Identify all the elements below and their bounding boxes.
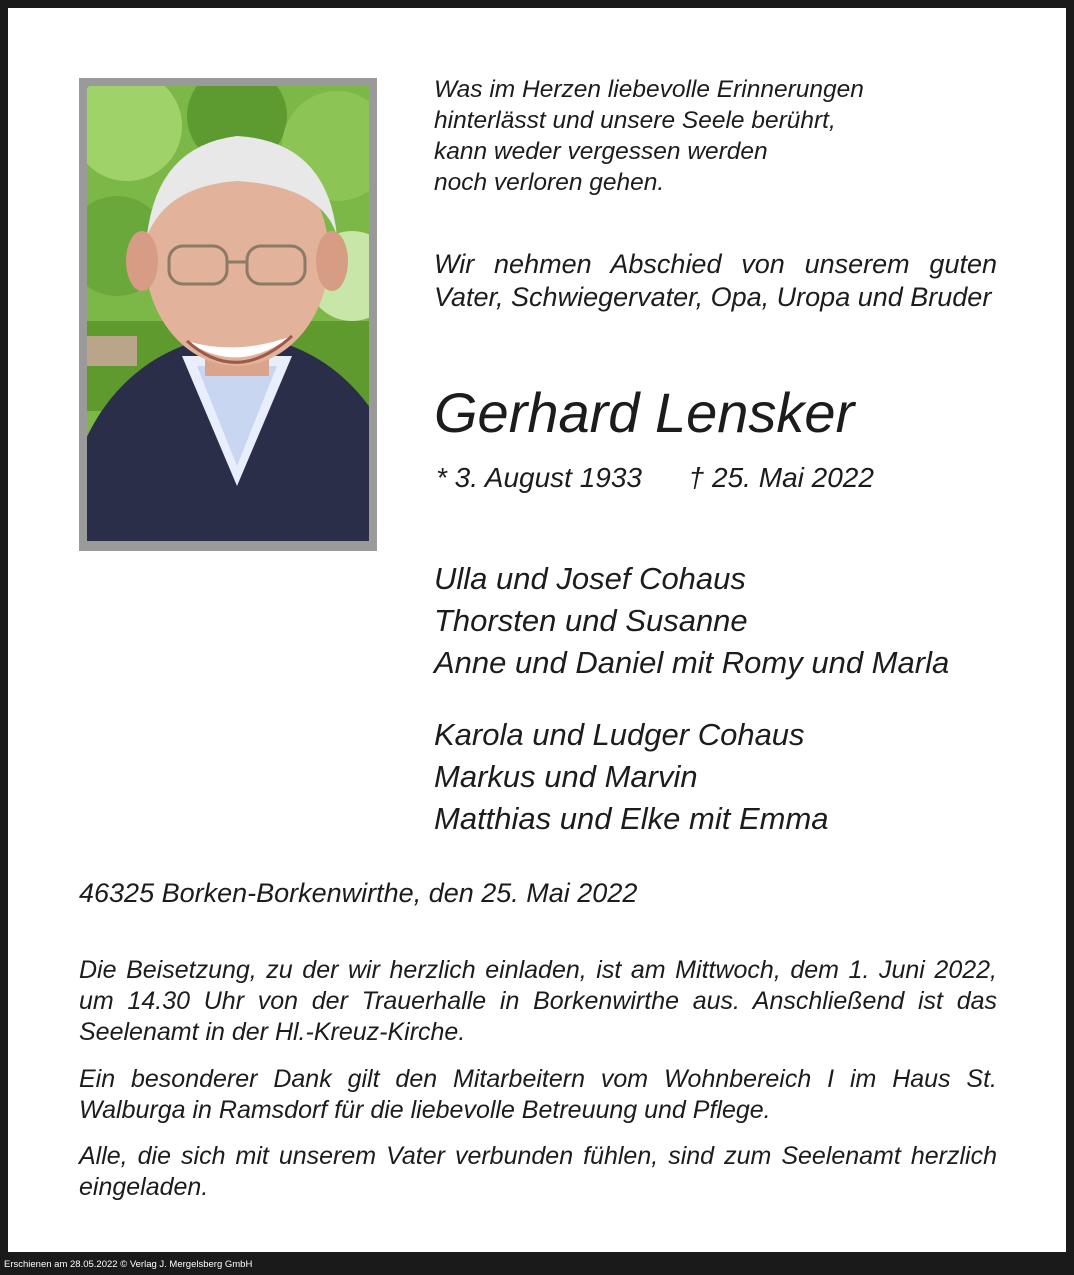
family-member: Thorsten und Susanne: [434, 603, 748, 638]
thanks-note: Ein besonderer Dank gilt den Mitarbeitern vom Wohnbereich I im Haus St. Walburga in Ramsdorf für die liebevolle Betreuung und Pflege.: [79, 1065, 997, 1124]
family-member: Matthias und Elke mit Emma: [434, 801, 829, 836]
portrait-photo-icon: [87, 86, 369, 541]
deceased-name: Gerhard Lensker: [434, 381, 855, 444]
poem-line: kann weder vergessen werden: [434, 138, 768, 165]
family-group: [434, 714, 829, 840]
family-member: Anne und Daniel mit Romy und Marla: [434, 645, 950, 680]
poem-line: Was im Herzen liebevolle Erinnerungen: [434, 76, 864, 103]
family-head: Ulla und Josef Cohaus: [434, 561, 746, 596]
poem-line: hinterlässt und unsere Seele berührt,: [434, 107, 836, 134]
memorial-poem: [434, 74, 864, 198]
funeral-details: Die Beisetzung, zu der wir herzlich einladen, ist am Mittwoch, dem 1. Juni 2022, um 14.30 Uhr von der Trauerhalle in Borkenwirthe aus. Anschließend ist das Seelenamt in der Hl.-Kreuz-Kirche.: [79, 956, 997, 1046]
invitation-note: Alle, die sich mit unserem Vater verbunden fühlen, sind zum Seelenamt herzlich eingeladen.: [79, 1142, 997, 1201]
portrait-frame: [79, 78, 377, 551]
poem-line: noch verloren gehen.: [434, 169, 665, 196]
place-and-date: 46325 Borken-Borkenwirthe, den 25. Mai 2022: [79, 878, 638, 908]
life-dates: * 3. August 1933 † 25. Mai 2022: [436, 462, 874, 493]
farewell-intro: Wir nehmen Abschied von unserem guten Vater, Schwiegervater, Opa, Uropa und Bruder: [434, 249, 997, 312]
obituary-sheet: [8, 8, 1066, 1252]
family-member: Markus und Marvin: [434, 759, 698, 794]
family-head: Karola und Ludger Cohaus: [434, 717, 805, 752]
publication-footer: Erschienen am 28.05.2022 © Verlag J. Mergelsberg GmbH: [4, 1259, 253, 1270]
family-group: [434, 558, 949, 684]
